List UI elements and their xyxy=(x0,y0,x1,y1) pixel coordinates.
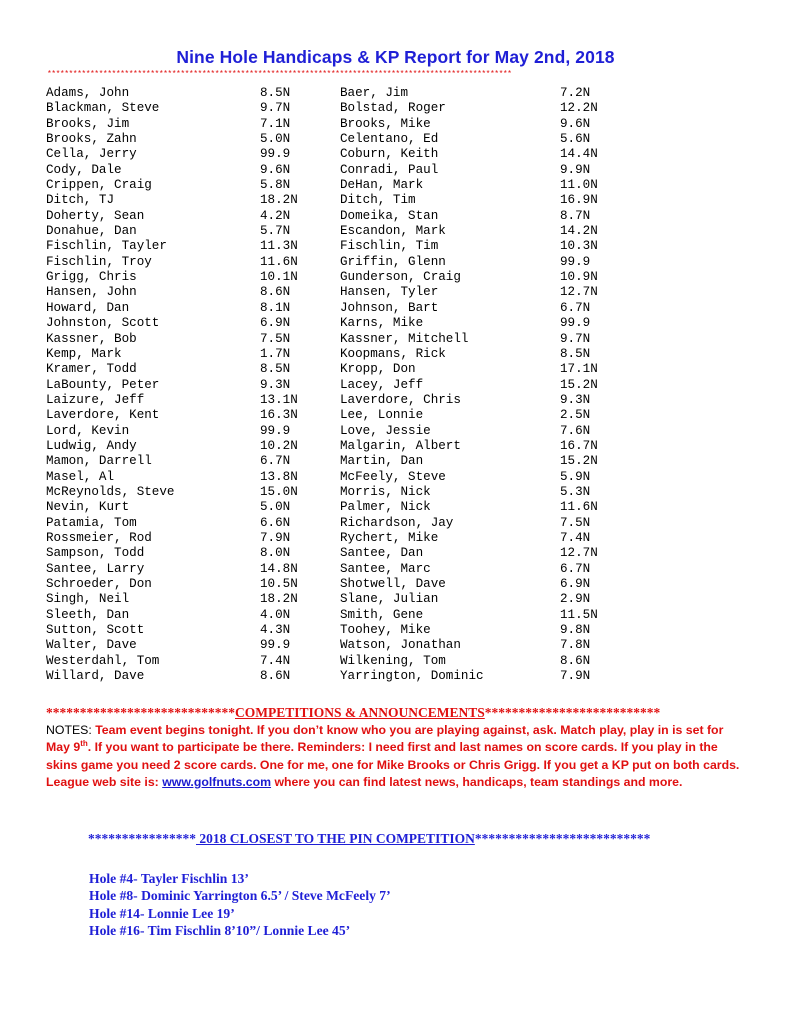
kp-results-list xyxy=(89,870,709,940)
handicap-value: 11.6N xyxy=(560,500,598,515)
player-name: DeHan, Mark xyxy=(340,178,424,193)
handicap-value: 4.3N xyxy=(260,623,291,638)
handicap-value: 6.6N xyxy=(260,515,291,530)
handicap-value: 7.9N xyxy=(560,669,591,684)
handicap-value: 7.6N xyxy=(560,423,591,438)
player-name: Conradi, Paul xyxy=(340,162,439,177)
player-name: Brooks, Zahn xyxy=(46,132,137,147)
roster-row xyxy=(46,332,666,347)
player-name: Rossmeier, Rod xyxy=(46,530,152,545)
roster-row xyxy=(46,470,666,485)
player-name: Coburn, Keith xyxy=(340,147,439,162)
handicap-value: 2.9N xyxy=(560,592,591,607)
player-name: Rychert, Mike xyxy=(340,530,439,545)
player-name: Sampson, Todd xyxy=(46,546,145,561)
player-name: Laverdore, Chris xyxy=(340,392,461,407)
kp-result: Hole #14- Lonnie Lee 19’ xyxy=(89,905,235,921)
handicap-value: 99.9 xyxy=(260,147,291,162)
roster-row xyxy=(46,178,666,193)
closest-to-pin-banner xyxy=(88,831,748,847)
notes-text-a: Team event begins tonight. If you don’t know who you are playing against, ask. Match play, play in is set for May 9 xyxy=(46,723,724,755)
handicap-roster xyxy=(46,86,666,684)
player-name: Santee, Dan xyxy=(340,546,424,561)
handicap-value: 18.2N xyxy=(260,193,298,208)
title-separator: ************************************************************************************************************ xyxy=(47,70,512,79)
player-name: Watson, Jonathan xyxy=(340,638,461,653)
handicap-value: 13.1N xyxy=(260,392,298,407)
player-name: Westerdahl, Tom xyxy=(46,653,160,668)
player-name: Johnson, Bart xyxy=(340,300,439,315)
handicap-value: 99.9 xyxy=(560,316,591,331)
handicap-value: 7.4N xyxy=(260,653,291,668)
roster-row xyxy=(46,393,666,408)
handicap-value: 7.4N xyxy=(560,530,591,545)
player-name: Kassner, Bob xyxy=(46,331,137,346)
handicap-value: 8.6N xyxy=(260,669,291,684)
player-name: Crippen, Craig xyxy=(46,178,152,193)
league-website-link[interactable]: www.golfnuts.com xyxy=(162,774,272,789)
handicap-value: 8.5N xyxy=(560,346,591,361)
handicap-value: 7.5N xyxy=(560,515,591,530)
roster-row xyxy=(46,454,666,469)
handicap-value: 14.2N xyxy=(560,224,598,239)
handicap-value: 5.3N xyxy=(560,484,591,499)
player-name: Wilkening, Tom xyxy=(340,653,446,668)
notes-superscript: th xyxy=(80,739,88,749)
player-name: Mamon, Darrell xyxy=(46,454,152,469)
handicap-value: 15.0N xyxy=(260,484,298,499)
player-name: Gunderson, Craig xyxy=(340,270,461,285)
player-name: Nevin, Kurt xyxy=(46,500,130,515)
player-name: Lacey, Jeff xyxy=(340,377,424,392)
handicap-value: 7.5N xyxy=(260,331,291,346)
handicap-value: 1.7N xyxy=(260,346,291,361)
roster-row xyxy=(46,347,666,362)
handicap-value: 5.0N xyxy=(260,500,291,515)
player-name: Baer, Jim xyxy=(340,86,409,100)
notes-text-b: . If you want to participate be there. Reminders: I need first and last names on score cards. If you play in the skins game you need 2 score cards. One for me, one for Mike Brooks or Chris Grigg. If you get a KP put on both cards. League web site is: xyxy=(46,740,740,789)
roster-row xyxy=(46,239,666,254)
roster-row xyxy=(46,193,666,208)
handicap-value: 16.7N xyxy=(560,438,598,453)
player-name: Morris, Nick xyxy=(340,484,431,499)
player-name: Richardson, Jay xyxy=(340,515,454,530)
roster-row xyxy=(46,531,666,546)
handicap-value: 11.5N xyxy=(560,607,598,622)
roster-row xyxy=(46,439,666,454)
kp-result: Hole #4- Tayler Fischlin 13’ xyxy=(89,871,249,886)
roster-row xyxy=(46,86,666,101)
handicap-value: 6.9N xyxy=(560,577,591,591)
roster-row xyxy=(46,270,666,285)
player-name: Grigg, Chris xyxy=(46,270,137,285)
roster-row xyxy=(46,669,666,684)
handicap-value: 8.6N xyxy=(560,653,591,668)
roster-row xyxy=(46,378,666,393)
player-name: Donahue, Dan xyxy=(46,224,137,239)
handicap-value: 8.7N xyxy=(560,208,591,223)
roster-row xyxy=(46,485,666,500)
roster-row xyxy=(46,562,666,577)
roster-row xyxy=(46,224,666,239)
handicap-value: 6.7N xyxy=(560,300,591,315)
roster-row xyxy=(46,623,666,638)
player-name: Willard, Dave xyxy=(46,669,145,684)
roster-row xyxy=(46,132,666,147)
player-name: Masel, Al xyxy=(46,469,115,484)
handicap-value: 8.6N xyxy=(260,285,291,300)
roster-row xyxy=(46,255,666,270)
page-title: Nine Hole Handicaps & KP Report for May 2nd, 2018 xyxy=(176,47,615,67)
handicap-value: 5.8N xyxy=(260,178,291,193)
handicap-value: 10.5N xyxy=(260,577,298,591)
handicap-value: 5.0N xyxy=(260,132,291,147)
handicap-value: 6.7N xyxy=(560,561,591,576)
player-name: Martin, Dan xyxy=(340,454,424,469)
player-name: Laizure, Jeff xyxy=(46,392,145,407)
player-name: Hansen, Tyler xyxy=(340,285,439,300)
roster-row xyxy=(46,117,666,132)
pin-heading: 2018 CLOSEST TO THE PIN COMPETITION xyxy=(196,831,475,846)
competitions-heading: COMPETITIONS & ANNOUNCEMENTS xyxy=(235,705,485,720)
handicap-value: 14.4N xyxy=(560,147,598,162)
handicap-value: 4.0N xyxy=(260,607,291,622)
roster-row xyxy=(46,285,666,300)
handicap-value: 16.9N xyxy=(560,193,598,208)
handicap-value: 8.5N xyxy=(260,86,291,100)
handicap-value: 99.9 xyxy=(260,423,291,438)
competitions-stars-left: **************************** xyxy=(46,705,235,720)
handicap-value: 11.3N xyxy=(260,239,298,254)
notes-paragraph xyxy=(46,722,746,791)
handicap-value: 16.3N xyxy=(260,408,298,423)
player-name: Brooks, Mike xyxy=(340,116,431,131)
player-name: Escandon, Mark xyxy=(340,224,446,239)
player-name: Kassner, Mitchell xyxy=(340,331,469,346)
handicap-value: 11.6N xyxy=(260,254,298,269)
player-name: Lee, Lonnie xyxy=(340,408,424,423)
handicap-value: 5.7N xyxy=(260,224,291,239)
player-name: Smith, Gene xyxy=(340,607,424,622)
roster-row xyxy=(46,638,666,653)
handicap-value: 9.3N xyxy=(260,377,291,392)
roster-row xyxy=(46,316,666,331)
player-name: Santee, Marc xyxy=(340,561,431,576)
player-name: Doherty, Sean xyxy=(46,208,145,223)
kp-result: Hole #16- Tim Fischlin 8’10”/ Lonnie Lee 45’ xyxy=(89,923,351,939)
handicap-value: 9.3N xyxy=(560,392,591,407)
roster-row xyxy=(46,608,666,623)
roster-row xyxy=(46,163,666,178)
player-name: Brooks, Jim xyxy=(46,116,130,131)
competitions-stars-right: ************************** xyxy=(484,705,661,720)
handicap-value: 9.8N xyxy=(560,623,591,638)
player-name: Lord, Kevin xyxy=(46,423,130,438)
handicap-value: 8.5N xyxy=(260,362,291,377)
player-name: Malgarin, Albert xyxy=(340,438,461,453)
notes-label: NOTES: xyxy=(46,723,92,737)
player-name: Patamia, Tom xyxy=(46,515,137,530)
handicap-value: 9.6N xyxy=(260,162,291,177)
kp-result: Hole #8- Dominic Yarrington 6.5’ / Steve McFeely 7’ xyxy=(89,888,391,904)
handicap-value: 9.6N xyxy=(560,116,591,131)
player-name: Sutton, Scott xyxy=(46,623,145,638)
handicap-value: 8.0N xyxy=(260,546,291,561)
player-name: Shotwell, Dave xyxy=(340,577,446,591)
handicap-value: 7.9N xyxy=(260,530,291,545)
roster-row xyxy=(46,101,666,116)
player-name: McReynolds, Steve xyxy=(46,484,175,499)
handicap-value: 7.8N xyxy=(560,638,591,653)
player-name: Domeika, Stan xyxy=(340,208,439,223)
handicap-value: 14.8N xyxy=(260,561,298,576)
player-name: Fischlin, Troy xyxy=(46,254,152,269)
handicap-value: 10.2N xyxy=(260,438,298,453)
player-name: Blackman, Steve xyxy=(46,101,160,116)
handicap-value: 8.1N xyxy=(260,300,291,315)
handicap-value: 6.7N xyxy=(260,454,291,469)
handicap-value: 99.9 xyxy=(260,638,291,653)
player-name: Laverdore, Kent xyxy=(46,408,160,423)
player-name: Ditch, TJ xyxy=(46,193,115,208)
notes-text-c: where you can find latest news, handicaps, team standings and more. xyxy=(271,774,683,789)
handicap-value: 9.9N xyxy=(560,162,591,177)
player-name: Yarrington, Dominic xyxy=(340,669,484,684)
player-name: Hansen, John xyxy=(46,285,137,300)
handicap-value: 99.9 xyxy=(560,254,591,269)
roster-row xyxy=(46,592,666,607)
player-name: Sleeth, Dan xyxy=(46,607,130,622)
roster-row xyxy=(46,500,666,515)
handicap-value: 9.7N xyxy=(260,101,291,116)
player-name: Love, Jessie xyxy=(340,423,431,438)
player-name: Cella, Jerry xyxy=(46,147,137,162)
handicap-value: 12.7N xyxy=(560,285,598,300)
roster-row xyxy=(46,577,666,592)
player-name: Schroeder, Don xyxy=(46,577,152,591)
pin-stars-right: ************************** xyxy=(474,831,651,846)
handicap-value: 10.3N xyxy=(560,239,598,254)
player-name: LaBounty, Peter xyxy=(46,377,160,392)
player-name: Walter, Dave xyxy=(46,638,137,653)
roster-row xyxy=(46,301,666,316)
player-name: Howard, Dan xyxy=(46,300,130,315)
handicap-value: 11.0N xyxy=(560,178,598,193)
pin-stars-left: **************** xyxy=(88,831,196,846)
player-name: Santee, Larry xyxy=(46,561,145,576)
player-name: Palmer, Nick xyxy=(340,500,431,515)
roster-row xyxy=(46,546,666,561)
player-name: Johnston, Scott xyxy=(46,316,160,331)
player-name: Kramer, Todd xyxy=(46,362,137,377)
player-name: Bolstad, Roger xyxy=(340,101,446,116)
roster-row xyxy=(46,362,666,377)
player-name: Kropp, Don xyxy=(340,362,416,377)
player-name: Fischlin, Tayler xyxy=(46,239,167,254)
roster-row xyxy=(46,408,666,423)
player-name: Kemp, Mark xyxy=(46,346,122,361)
handicap-value: 15.2N xyxy=(560,454,598,469)
handicap-value: 13.8N xyxy=(260,469,298,484)
competitions-banner xyxy=(46,705,746,721)
handicap-value: 10.9N xyxy=(560,270,598,285)
handicap-value: 10.1N xyxy=(260,270,298,285)
handicap-value: 7.1N xyxy=(260,116,291,131)
player-name: Griffin, Glenn xyxy=(340,254,446,269)
handicap-value: 2.5N xyxy=(560,408,591,423)
roster-row xyxy=(46,209,666,224)
handicap-value: 9.7N xyxy=(560,331,591,346)
roster-row xyxy=(46,516,666,531)
player-name: Singh, Neil xyxy=(46,592,130,607)
player-name: Ludwig, Andy xyxy=(46,438,137,453)
player-name: Adams, John xyxy=(46,86,130,100)
player-name: Karns, Mike xyxy=(340,316,424,331)
handicap-value: 7.2N xyxy=(560,86,591,100)
handicap-value: 5.9N xyxy=(560,469,591,484)
player-name: McFeely, Steve xyxy=(340,469,446,484)
handicap-value: 15.2N xyxy=(560,377,598,392)
player-name: Cody, Dale xyxy=(46,162,122,177)
roster-row xyxy=(46,424,666,439)
handicap-value: 6.9N xyxy=(260,316,291,331)
roster-row xyxy=(46,147,666,162)
player-name: Celentano, Ed xyxy=(340,132,439,147)
player-name: Toohey, Mike xyxy=(340,623,431,638)
handicap-value: 4.2N xyxy=(260,208,291,223)
handicap-value: 12.2N xyxy=(560,101,598,116)
handicap-value: 18.2N xyxy=(260,592,298,607)
player-name: Slane, Julian xyxy=(340,592,439,607)
player-name: Ditch, Tim xyxy=(340,193,416,208)
handicap-value: 5.6N xyxy=(560,132,591,147)
roster-row xyxy=(46,654,666,669)
player-name: Fischlin, Tim xyxy=(340,239,439,254)
player-name: Koopmans, Rick xyxy=(340,346,446,361)
handicap-value: 17.1N xyxy=(560,362,598,377)
handicap-value: 12.7N xyxy=(560,546,598,561)
